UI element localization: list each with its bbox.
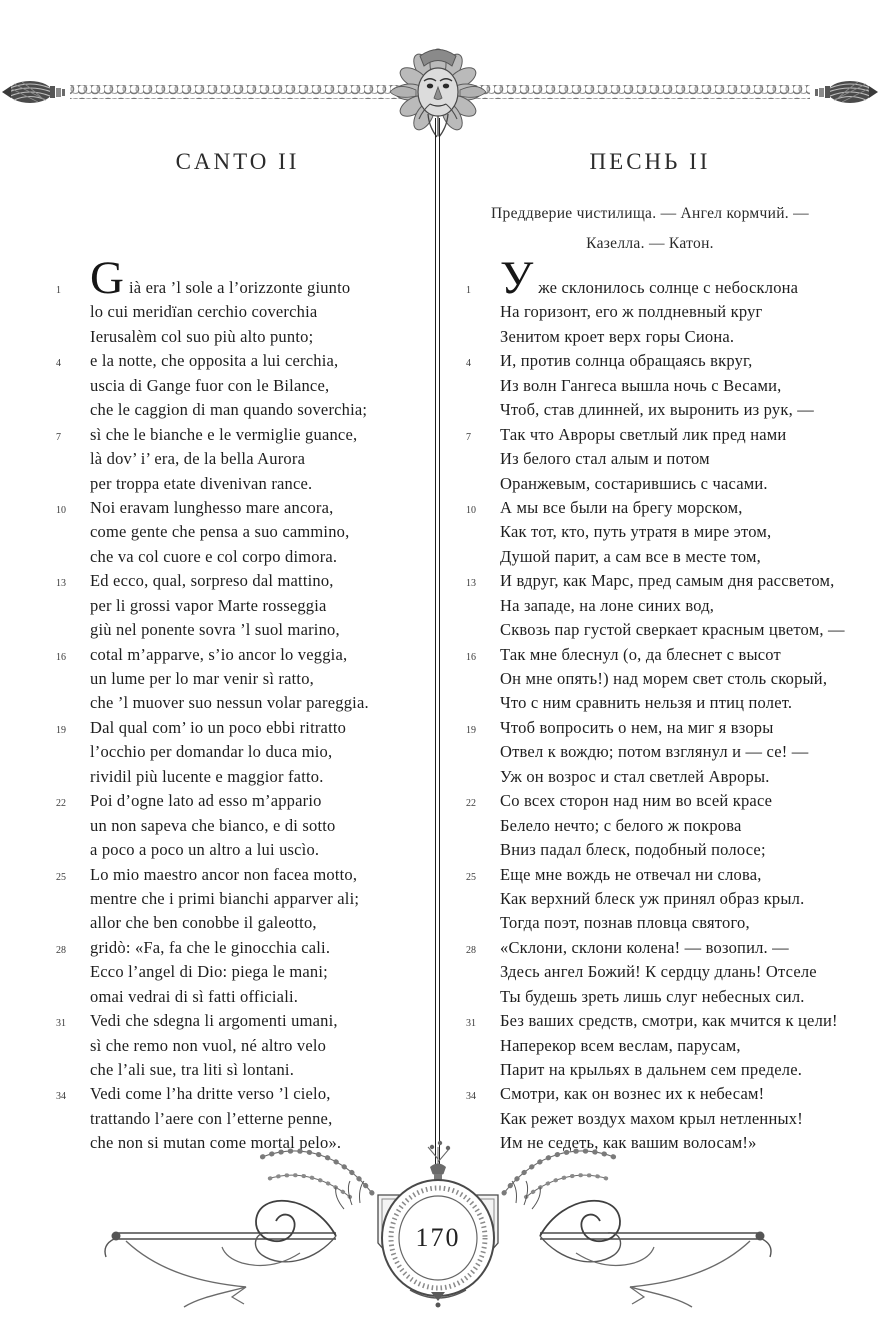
verse-text: Белело нечто; с белого ж покрова	[500, 815, 742, 835]
poem-line	[500, 594, 846, 618]
verse-text: Парит на крыльях в дальнем сем пределе.	[500, 1060, 803, 1079]
verse-text: Как тот, кто, путь утратя в мире этом,	[500, 522, 772, 542]
verse-number: 7	[466, 431, 471, 443]
poem-line	[90, 691, 436, 715]
verse-text: Как верхний блеск уж принял образ крыл.	[500, 888, 805, 908]
verse-text: Так что Авроры светлый лик пред нами	[500, 424, 787, 444]
verse-text: Вниз падал блеск, подобный полосе;	[500, 840, 766, 860]
verse-text: Ed ecco, qual, sorpreso dal mattino,	[90, 571, 334, 591]
verse-text: Им не седеть, как вашим волосам!»	[500, 1133, 757, 1153]
verse-text: un lume per lo mar venir sì ratto,	[90, 669, 314, 688]
poem-line	[466, 423, 846, 447]
verse-text: allor che ben conobbe il galeotto,	[90, 913, 317, 933]
verse-text: А мы все были на брегу морском,	[500, 497, 743, 517]
verse-text: Из белого стал алым и потом	[500, 449, 710, 469]
verse-number: 31	[466, 1018, 476, 1030]
verse-number: 16	[56, 651, 66, 663]
poem-line	[90, 960, 436, 984]
poem-line	[500, 1034, 846, 1058]
verse-text: giù nel ponente sovra ’l suol marino,	[90, 620, 340, 640]
verse-text: rividil più lucente e maggior fatto.	[90, 766, 324, 786]
poem-line	[56, 1009, 436, 1033]
verse-text: sì che remo non vuol, né altro velo	[90, 1035, 327, 1055]
poem-line	[90, 985, 436, 1009]
verse-text: «Склони, склони колена! — возопил. —	[500, 937, 789, 957]
verse-text: Чтоб вопросить о нем, на миг я взоры	[500, 717, 774, 737]
verse-text: che le caggion di man quando soverchia;	[90, 400, 368, 420]
poem-line	[500, 960, 846, 984]
poem-line	[90, 545, 436, 569]
poem-line	[90, 594, 436, 618]
verse-text: Он мне опять!) над морем свет столь скорый,	[500, 669, 828, 688]
verse-text: Тогда поэт, познав пловца святого,	[500, 913, 750, 933]
verse-number: 28	[466, 944, 476, 956]
verse-text: sì che le bianche e le vermiglie guance,	[90, 424, 358, 444]
verse-number: 34	[56, 1091, 66, 1103]
poem-line	[90, 1058, 436, 1082]
poem-line	[56, 423, 436, 447]
verse-text: trattando l’aere con l’etterne penne,	[90, 1108, 333, 1128]
poem-line	[90, 911, 436, 935]
verse-text: là dov’ i’ era, de la bella Aurora	[90, 449, 306, 469]
poem-line	[90, 1034, 436, 1058]
poem-line	[90, 618, 436, 642]
verse-text: Noi eravam lunghesso mare ancora,	[90, 497, 334, 517]
poem-line	[466, 936, 846, 960]
verse-number: 4	[466, 358, 471, 370]
verse-text: На горизонт, его ж полдневный круг	[500, 302, 763, 322]
poem-column-italian	[56, 252, 436, 1156]
poem-line	[90, 374, 436, 398]
poem-line	[500, 472, 846, 496]
verse-number: 22	[466, 798, 476, 810]
verse-text: cotal m’apparve, s’io ancor lo veggia,	[90, 644, 348, 664]
verse-number: 25	[56, 871, 66, 883]
verse-number: 7	[56, 431, 61, 443]
verse-text: Со всех сторон над ним во всей красе	[500, 791, 773, 811]
verse-number: 10	[466, 504, 476, 516]
header-ornament	[0, 40, 880, 140]
verse-text: И вдруг, как Марс, пред самым дня рассветом,	[500, 571, 835, 591]
verse-number: 4	[56, 358, 61, 370]
verse-text: un non sapeva che bianco, e di sotto	[90, 815, 336, 835]
poem-column-russian	[466, 252, 846, 1156]
poem-line	[500, 618, 846, 642]
poem-line	[466, 496, 846, 520]
verse-text: che non si mutan come mortal pelo».	[90, 1133, 342, 1153]
verse-text: che va col cuore e col corpo dimora.	[90, 546, 338, 566]
footer-left-scrollwork	[105, 1151, 406, 1307]
poem-line	[56, 936, 436, 960]
verse-number: 31	[56, 1018, 66, 1030]
poem-line	[500, 911, 846, 935]
poem-line	[500, 325, 846, 349]
verse-text: Vedi che sdegna li argomenti umani,	[90, 1011, 338, 1031]
verse-text: И, против солнца обращаясь вкруг,	[500, 351, 753, 371]
verse-text: Душой парит, а сам все в месте том,	[500, 546, 761, 566]
verse-text: lo cui meridïan cerchio coverchia	[90, 302, 318, 322]
verse-text: Что с ним сравнить нельзя и птиц полет.	[500, 693, 793, 713]
poem-line	[56, 863, 436, 887]
verse-text: omai vedrai di sì fatti officiali.	[90, 986, 299, 1006]
poem-line	[500, 985, 846, 1009]
poem-line	[466, 1082, 846, 1106]
verse-number: 22	[56, 798, 66, 810]
verse-number: 1	[466, 285, 471, 296]
poem-line	[500, 520, 846, 544]
verse-text: mentre che i primi bianchi apparver ali;	[90, 888, 360, 908]
verse-text: На западе, на лоне синих вод,	[500, 595, 715, 615]
poem-line	[90, 325, 436, 349]
poem-line	[500, 691, 846, 715]
poem-line	[90, 838, 436, 862]
poem-line	[466, 789, 846, 813]
poem-line	[90, 520, 436, 544]
poem-line	[56, 569, 436, 593]
poem-line	[500, 300, 846, 324]
poem-line	[90, 447, 436, 471]
verse-text: e la notte, che opposita a lui cerchia,	[90, 351, 339, 371]
verse-text: Отвел к вождю; потом взглянул и — се! —	[500, 742, 809, 762]
canto-title-italian: CANTO II	[175, 149, 300, 174]
verse-number: 34	[466, 1091, 476, 1103]
poem-line	[466, 643, 846, 667]
poem-line	[500, 740, 846, 764]
verse-text: Lo mio maestro ancor non facea motto,	[90, 864, 358, 884]
poem-line	[500, 667, 846, 691]
verse-text: Без ваших средств, смотри, как мчится к цели!	[500, 1011, 838, 1031]
verse-text: Ecco l’angel di Dio: piega le mani;	[90, 962, 328, 982]
verse-text: Dal qual com’ io un poco ebbi ritratto	[90, 717, 347, 737]
page-number: 170	[415, 1223, 461, 1252]
poem-line	[500, 1107, 846, 1131]
poem-line	[500, 545, 846, 569]
verse-number: 13	[466, 578, 476, 590]
poem-line	[90, 398, 436, 422]
verse-number: 25	[466, 871, 476, 883]
poem-line	[90, 300, 436, 324]
poem-line	[56, 643, 436, 667]
verse-number: 28	[56, 944, 66, 956]
canto-title-russian: ПЕСНЬ II	[589, 149, 711, 174]
verse-number: 19	[466, 724, 476, 736]
poem-line	[466, 716, 846, 740]
summary-line-2: Казелла. — Катон.	[586, 235, 714, 252]
verse-text: Чтоб, став длинней, их выронить из рук, —	[500, 400, 814, 420]
raised-initial: У	[500, 252, 534, 304]
verse-text: Ты будешь зреть лишь слуг небесных сил.	[500, 986, 805, 1006]
poem-line	[56, 789, 436, 813]
poem-line	[56, 252, 436, 304]
poem-line	[90, 887, 436, 911]
verse-number: 13	[56, 578, 66, 590]
poem-line	[500, 447, 846, 471]
poem-line	[466, 349, 846, 373]
verse-text: Смотри, как он вознес их к небесам!	[500, 1084, 765, 1104]
verse-text: che l’ali sue, tra liti sì lontani.	[90, 1060, 295, 1079]
poem-line	[466, 252, 846, 304]
poem-line	[56, 716, 436, 740]
verse-text: che ’l muover suo nessun volar pareggia.	[90, 693, 369, 713]
poem-line	[466, 569, 846, 593]
verse-text: же склонилось солнце с небосклона	[538, 278, 799, 297]
verse-text: Оранжевым, состарившись с часами.	[500, 473, 768, 493]
poem-line	[466, 863, 846, 887]
poem-line	[56, 349, 436, 373]
verse-text: Ierusalèm col suo più alto punto;	[90, 326, 314, 346]
verse-text: uscia di Gange fuor con le Bilance,	[90, 375, 330, 395]
poem-line	[90, 667, 436, 691]
pinecone-finial-left	[2, 81, 65, 103]
verse-text: Здесь ангел Божий! К сердцу длань! Отселе	[500, 962, 817, 982]
verse-text: Сквозь пар густой сверкает красным цветом, —	[500, 620, 845, 640]
verse-text: per troppa etate divenivan rance.	[90, 473, 313, 493]
poem-line	[90, 472, 436, 496]
verse-text: Poi d’ogne lato ad esso m’appario	[90, 791, 322, 811]
verse-text: ià era ’l sole a l’orizzonte giunto	[128, 278, 351, 297]
verse-text: Уж он возрос и стал светлей Авроры.	[500, 766, 770, 786]
verse-text: per li grossi vapor Marte rosseggia	[90, 595, 327, 615]
verse-text: Из волн Гангеса вышла ночь с Весами,	[500, 375, 782, 395]
verse-number: 1	[56, 285, 61, 296]
verse-text: Как режет воздух махом крыл нетленных!	[500, 1108, 803, 1128]
summary-line-1: Преддверие чистилища. — Ангел кормчий. —	[491, 205, 809, 222]
poem-line	[90, 765, 436, 789]
verse-text: Наперекор всем веслам, парусам,	[500, 1035, 741, 1055]
verse-number: 16	[466, 651, 476, 663]
poem-line	[500, 838, 846, 862]
verse-text: a poco a poco un altro a lui uscìo.	[90, 840, 320, 860]
poem-line	[500, 887, 846, 911]
verse-text: come gente che pensa a suo cammino,	[90, 522, 350, 542]
poem-line	[90, 1107, 436, 1131]
verse-text: Так мне блеснул (о, да блеснет с высот	[500, 644, 781, 664]
poem-line	[56, 1082, 436, 1106]
poem-line	[466, 1009, 846, 1033]
poem-line	[500, 1058, 846, 1082]
verse-text: l’occhio per domandar lo duca mio,	[90, 742, 333, 762]
poem-line	[90, 814, 436, 838]
russian-canto-summary	[462, 199, 838, 259]
raised-initial: G	[90, 252, 124, 304]
verse-number: 10	[56, 504, 66, 516]
verse-text: gridò: «Fa, fa che le ginocchia cali.	[90, 937, 331, 957]
verse-text: Зенитом кроет верх горы Сиона.	[500, 326, 735, 346]
verse-text: Еще мне вождь не отвечал ни слова,	[500, 864, 762, 884]
poem-line	[56, 496, 436, 520]
poem-line	[500, 374, 846, 398]
poem-line	[90, 740, 436, 764]
poem-line	[500, 765, 846, 789]
pinecone-finial-right	[815, 81, 878, 103]
verse-number: 19	[56, 724, 66, 736]
poem-line	[500, 398, 846, 422]
verse-text: Vedi come l’ha dritte verso ’l cielo,	[90, 1084, 331, 1104]
poem-line	[500, 814, 846, 838]
